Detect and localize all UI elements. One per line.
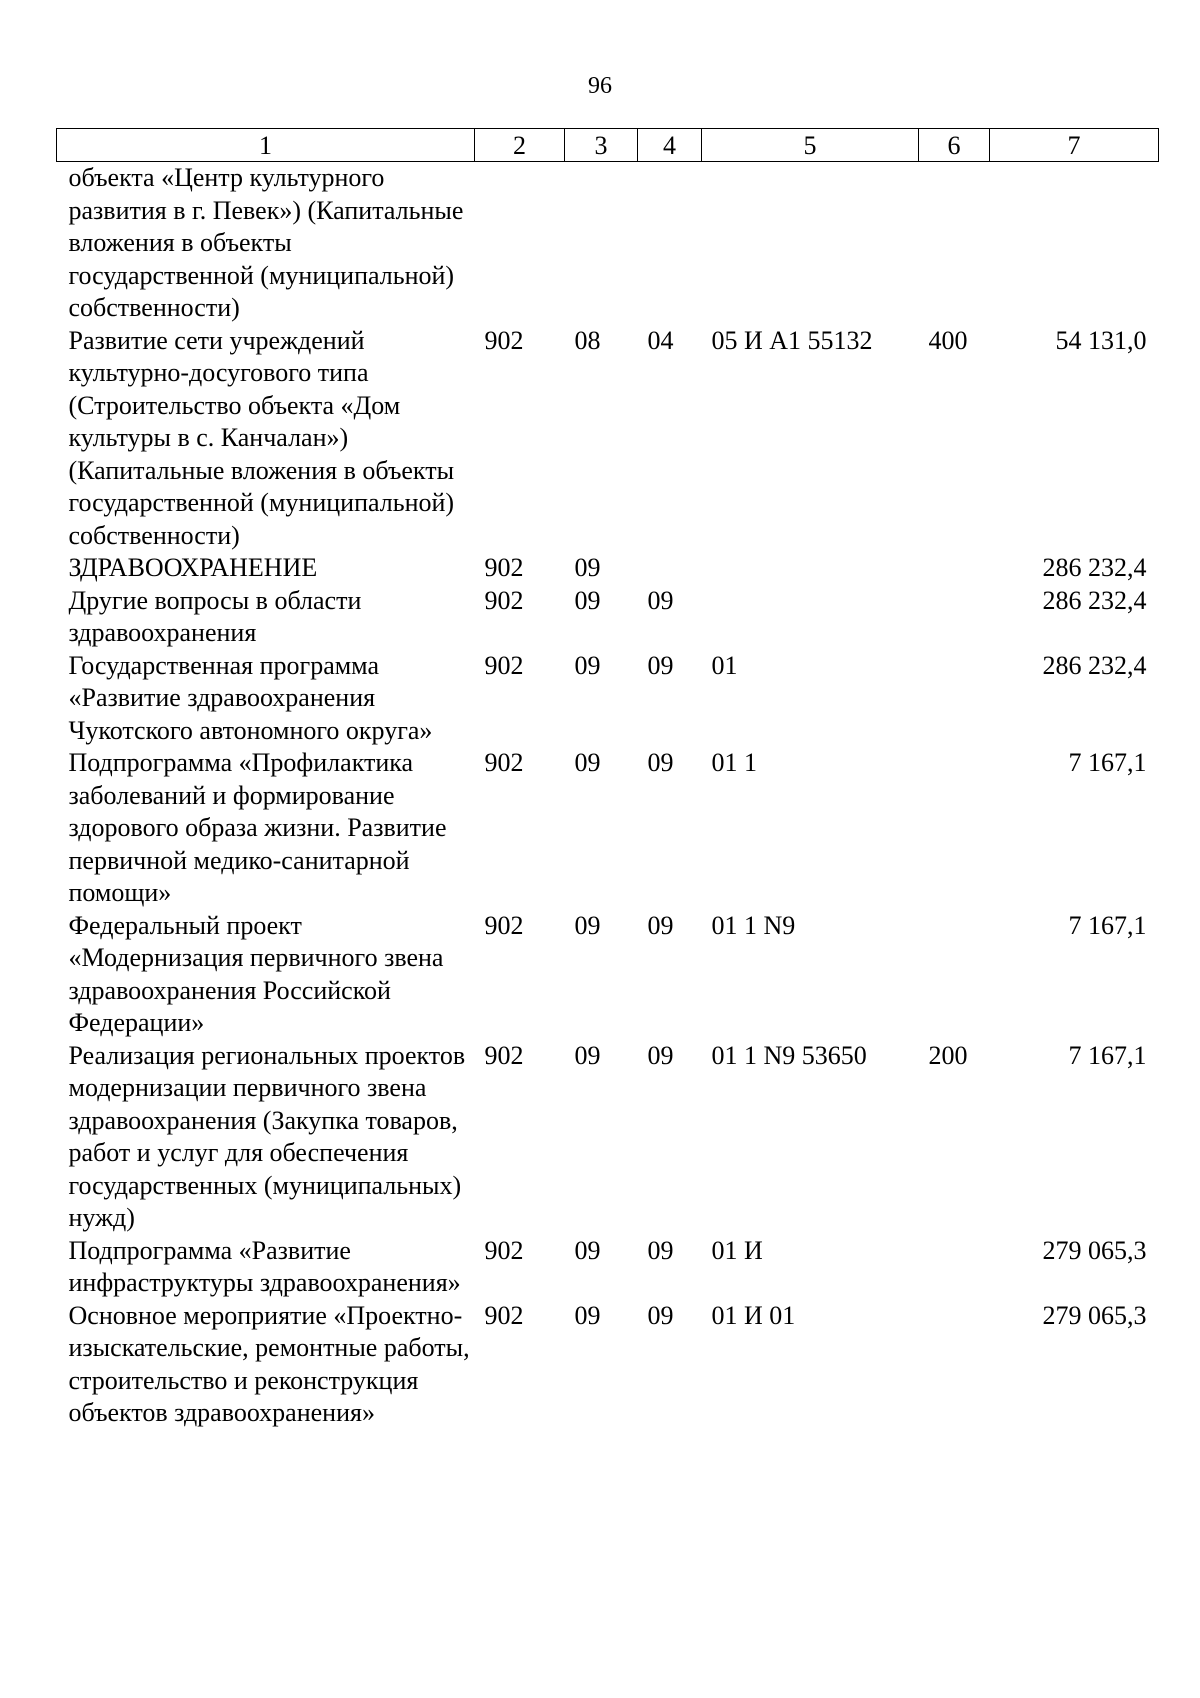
row-expense-type — [919, 162, 990, 325]
row-section-code: 09 — [574, 748, 601, 777]
row-section-code: 09 — [574, 650, 601, 680]
row-ministry-code: 902 — [484, 553, 524, 582]
table-row — [57, 747, 1159, 910]
row-amount: 7 167,1 — [1068, 748, 1147, 777]
row-section-code — [565, 162, 638, 325]
row-target-article: 01 И — [711, 1235, 763, 1265]
table-row — [57, 1235, 1159, 1300]
row-name: Подпрограмма «Развитие инфраструктуры здравоохранения» — [68, 1235, 461, 1297]
row-subsection-code: 04 — [647, 325, 674, 355]
column-header: 6 — [919, 129, 990, 162]
row-ministry-code: 902 — [484, 1040, 524, 1070]
table-row — [57, 1300, 1159, 1430]
row-name: Реализация региональных проектов модернизации первичного звена здравоохранения (Закупка товаров, работ и услуг для обеспечения государственных (муниципальных) нужд) — [68, 1040, 466, 1232]
row-section-code: 08 — [574, 325, 601, 355]
row-target-article: 01 1 N9 53650 — [711, 1040, 867, 1070]
row-amount: 279 065,3 — [1042, 1235, 1147, 1265]
row-ministry-code — [475, 162, 565, 325]
row-section-code: 09 — [574, 553, 601, 582]
row-ministry-code: 902 — [484, 910, 524, 940]
row-name: Государственная программа «Развитие здравоохранения Чукотского автономного округа» — [68, 650, 433, 745]
row-name: ЗДРАВООХРАНЕНИЕ — [68, 553, 318, 582]
column-header: 5 — [702, 129, 919, 162]
column-header: 4 — [638, 129, 702, 162]
row-expense-type — [919, 585, 990, 650]
row-ministry-code: 902 — [484, 585, 524, 615]
row-expense-type: 200 — [928, 1040, 968, 1070]
row-target-article — [702, 552, 919, 585]
row-amount: 7 167,1 — [1068, 910, 1147, 940]
row-name: Основное мероприятие «Проектно-изыскательские, ремонтные работы, строительство и реконструкция объектов здравоохранения» — [68, 1300, 470, 1427]
row-subsection-code: 09 — [647, 585, 674, 615]
row-amount: 286 232,4 — [1042, 650, 1147, 680]
row-amount: 286 232,4 — [1042, 553, 1147, 582]
table-row — [57, 162, 1159, 325]
row-ministry-code: 902 — [484, 748, 524, 777]
table-row — [57, 650, 1159, 748]
row-subsection-code — [638, 552, 702, 585]
row-ministry-code: 902 — [484, 325, 524, 355]
row-target-article: 01 И 01 — [711, 1300, 796, 1330]
row-subsection-code: 09 — [647, 748, 674, 777]
row-expense-type: 400 — [928, 325, 968, 355]
row-name: Подпрограмма «Профилактика заболеваний и формирование здорового образа жизни. Развитие первичной медико-санитарной помощи» — [68, 748, 447, 907]
table-row — [57, 1040, 1159, 1235]
row-expense-type — [919, 552, 990, 585]
row-amount — [990, 162, 1159, 325]
row-target-article — [702, 162, 919, 325]
row-subsection-code — [638, 162, 702, 325]
row-target-article: 01 1 N9 — [711, 910, 796, 940]
table-body — [57, 162, 1159, 1430]
table-row — [57, 325, 1159, 553]
row-section-code: 09 — [574, 910, 601, 940]
table-row — [57, 552, 1159, 585]
row-ministry-code: 902 — [484, 1235, 524, 1265]
row-name: Другие вопросы в области здравоохранения — [68, 585, 362, 647]
row-subsection-code: 09 — [647, 650, 674, 680]
column-header: 1 — [57, 129, 475, 162]
row-subsection-code: 09 — [647, 910, 674, 940]
row-subsection-code: 09 — [647, 1040, 674, 1070]
row-expense-type — [919, 1300, 990, 1430]
row-section-code: 09 — [574, 1300, 601, 1330]
row-amount: 279 065,3 — [1042, 1300, 1147, 1330]
row-amount: 286 232,4 — [1042, 585, 1147, 615]
row-subsection-code: 09 — [647, 1300, 674, 1330]
row-ministry-code: 902 — [484, 1300, 524, 1330]
table-row — [57, 910, 1159, 1040]
table-header — [57, 129, 1159, 162]
budget-table — [56, 128, 1159, 1430]
row-amount: 7 167,1 — [1068, 1040, 1147, 1070]
row-target-article: 01 — [711, 650, 738, 680]
row-expense-type — [919, 1235, 990, 1300]
row-ministry-code: 902 — [484, 650, 524, 680]
column-header: 3 — [565, 129, 638, 162]
row-name: объекта «Центр культурного развития в г. Певек») (Капитальные вложения в объекты государственной (муниципальной) собственности) — [68, 163, 464, 322]
table-row — [57, 585, 1159, 650]
row-target-article: 01 1 — [711, 748, 757, 777]
row-amount: 54 131,0 — [1055, 325, 1147, 355]
row-section-code: 09 — [574, 1040, 601, 1070]
row-section-code: 09 — [574, 1235, 601, 1265]
column-header: 2 — [475, 129, 565, 162]
row-name: Развитие сети учреждений культурно-досугового типа (Строительство объекта «Дом культуры в с. Канчалан») (Капитальные вложения в объекты государственной (муниципальной) собственности) — [68, 325, 455, 550]
page-number: 96 — [588, 73, 612, 99]
row-subsection-code: 09 — [647, 1235, 674, 1265]
row-expense-type — [919, 910, 990, 1040]
column-header: 7 — [990, 129, 1159, 162]
row-name: Федеральный проект «Модернизация первичного звена здравоохранения Российской Федерации» — [68, 910, 444, 1037]
header-row — [57, 129, 1159, 162]
row-expense-type — [919, 747, 990, 910]
row-expense-type — [919, 650, 990, 748]
row-target-article — [702, 585, 919, 650]
row-target-article: 05 И А1 55132 — [711, 325, 873, 355]
row-section-code: 09 — [574, 585, 601, 615]
